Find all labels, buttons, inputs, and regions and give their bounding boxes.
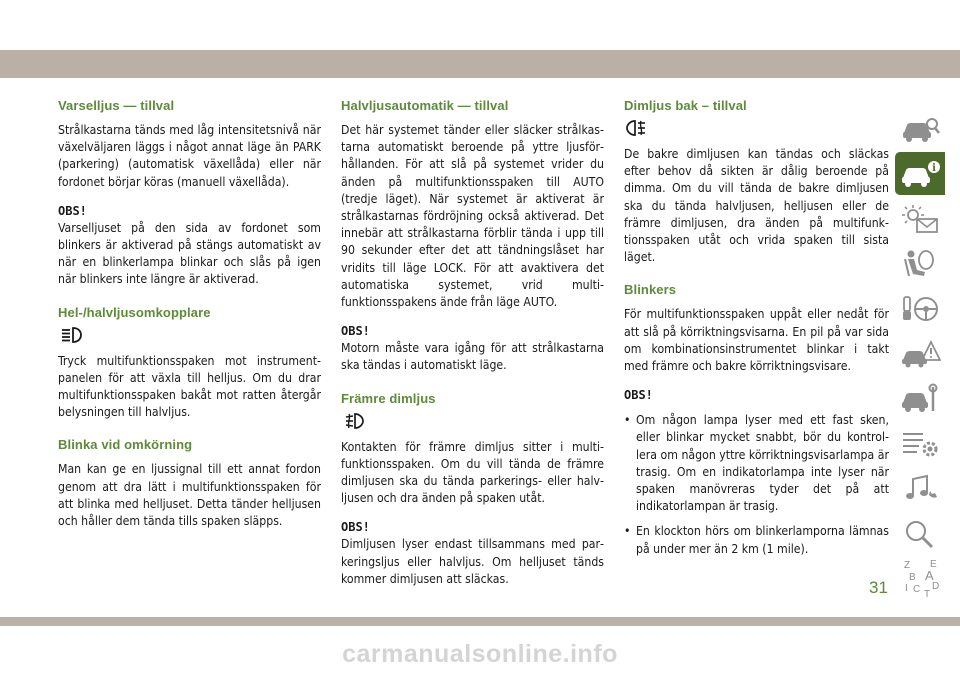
paragraph: De bakre dimljusen kan tändas och släckas efter behov då sikten är dålig beroende på dimma. Om du vill tända de bakre dimljusen ska du tända halvljusen, helljusen eller de främre dimljusen, dra änden på multifunktionsspaken utåt och vrida spaken till sista läget. (624, 147, 889, 265)
index-letter: T (924, 588, 931, 599)
tab-multimedia[interactable] (895, 467, 945, 510)
section-title-dimljus-bak: Dimljus bak – tillval (624, 98, 747, 113)
paragraph: Strålkastarna tänds med låg intensitetsnivå när växelväljaren läggs i något annat läge än PARK (parkering) (automatisk växellåda) eller när fordonet börjar köras (manuell växellåda). (58, 123, 321, 189)
section-title-varselljus: Varselljus — tillval (58, 98, 175, 113)
note-label: OBS! (624, 388, 653, 403)
warning-car-icon (899, 338, 941, 370)
tab-index[interactable] (895, 557, 945, 600)
tab-service[interactable] (895, 377, 945, 420)
tab-car-info[interactable] (895, 152, 945, 195)
tab-driving[interactable] (895, 287, 945, 330)
airbag-seat-icon (899, 248, 941, 280)
index-letter: I (905, 582, 908, 594)
paragraph: Varselljuset på den sida av fordonet som blinkers är aktiverad på stängs automatiskt av när en blinkerlampa blinkar och slås på igen när blinkers inte längre är aktiverad. (58, 220, 321, 287)
section-title-halvljusautomatik: Halvljusautomatik — tillval (341, 98, 509, 113)
paragraph: Det här systemet tänder eller släcker strålkastarna automatiskt beroende på yttre ljusförhållanden. För att slå på systemet vrider du änden på multifunktionsspaken till AUTO (tredje läget). När systemet är aktiverat är strålkastarnas fördröjning också aktiverad. Det innebär att strålkastarna förblir tända i upp till 90 sekunder efter det att tändningslåset har vridits till läge LOCK. För att avaktivera det automatiska systemet, vrid multifunktionsspakens ände från läge AUTO. (341, 123, 604, 310)
paragraph: Dimljusen lyser endast tillsammans med parkeringsljus eller halvljus. Om helljuset tänds kommer dimljusen att släckas. (341, 537, 604, 586)
paragraph: Kontakten för främre dimljus sitter i multifunktionsspaken. Om du vill tända de främre dimljusen ska du tända parkerings- eller halvljusen och dra änden på spaken utåt. (341, 439, 604, 506)
key-wheel-icon (899, 293, 941, 325)
music-phone-icon (899, 473, 941, 505)
header-band (0, 50, 960, 78)
index-letter: C (913, 583, 921, 595)
note-label: OBS! (58, 203, 87, 218)
index-letter: B (909, 571, 916, 583)
chapter-tabs (895, 107, 945, 602)
note-label: OBS! (341, 324, 370, 339)
footer-band (0, 617, 960, 626)
column-3 (624, 98, 889, 558)
paragraph: Tryck multifunktionsspaken mot instrumentpanelen för att växla till helljus. Om du drar multifunktionsspaken bakåt mot ratten återgår belysningen till halvljus. (58, 353, 321, 420)
note-label: OBS! (341, 520, 370, 535)
section-title-blinkers: Blinkers (624, 282, 677, 298)
paragraph: För multifunktionsspaken uppåt eller nedåt för att slå på körriktningsvisarna. En pil på var sida om kombinationsinstrumentet blinkar i takt med främre och bakre körriktningsvisare. (624, 307, 889, 374)
section-title-framre-dimljus: Främre dimljus (341, 390, 436, 406)
section-title-blinka: Blinka vid omkörning (58, 437, 193, 453)
tab-emergency[interactable] (895, 332, 945, 375)
list-gear-icon (899, 428, 941, 460)
front-fog-light-icon (341, 411, 604, 433)
magnifier-icon (899, 518, 941, 550)
car-wrench-icon (899, 383, 941, 415)
tab-lights-messages[interactable] (895, 197, 945, 240)
index-letter: D (932, 580, 940, 592)
paragraph: Motorn måste vara igång för att strålkastarna ska tändas i automatiskt läge. (341, 341, 604, 373)
high-beam-icon (58, 325, 321, 347)
watermark: carmanualsonline.info (342, 640, 618, 668)
rear-fog-light-icon (624, 118, 889, 140)
column-1 (58, 98, 321, 530)
tab-safety[interactable] (895, 242, 945, 285)
index-letter: Z (904, 559, 911, 571)
section-title-hel-halvljus: Hel-/halvljusomkopplare (58, 304, 211, 320)
tab-search[interactable] (895, 512, 945, 555)
index-letter: A (925, 567, 934, 583)
list-item: • Om någon lampa lyser med ett fast sken, eller blinkar mycket snabbt, bör du kontrollera om någon yttre körriktningsvisarlampa är trasig. Om en indikatorlampa inte lyser när spaken manövreras tyder det på att indikatorlampan är trasig. (624, 413, 889, 514)
car-magnifier-icon (899, 113, 941, 145)
column-2 (341, 98, 604, 588)
paragraph: Man kan ge en ljussignal till ett annat fordon genom att dra lätt i multifunktionsspaken för att blinka med helljuset. Detta tänder helljusen och håller dem tända tills spaken släpps. (58, 462, 321, 529)
svg-text:i: i (932, 162, 936, 174)
tab-technical-data[interactable] (895, 422, 945, 465)
alphabet-index-icon (899, 559, 941, 599)
list-item: • En klockton hörs om blinkerlamporna lämnas på under mer än 2 km (1 mile). (624, 524, 889, 556)
bullet-list (624, 412, 889, 558)
top-margin (0, 0, 960, 50)
car-info-icon (899, 158, 941, 190)
light-envelope-icon (899, 203, 941, 235)
tab-car-overview[interactable] (895, 107, 945, 150)
index-letter: E (930, 558, 937, 570)
page-number: 31 (869, 578, 888, 597)
